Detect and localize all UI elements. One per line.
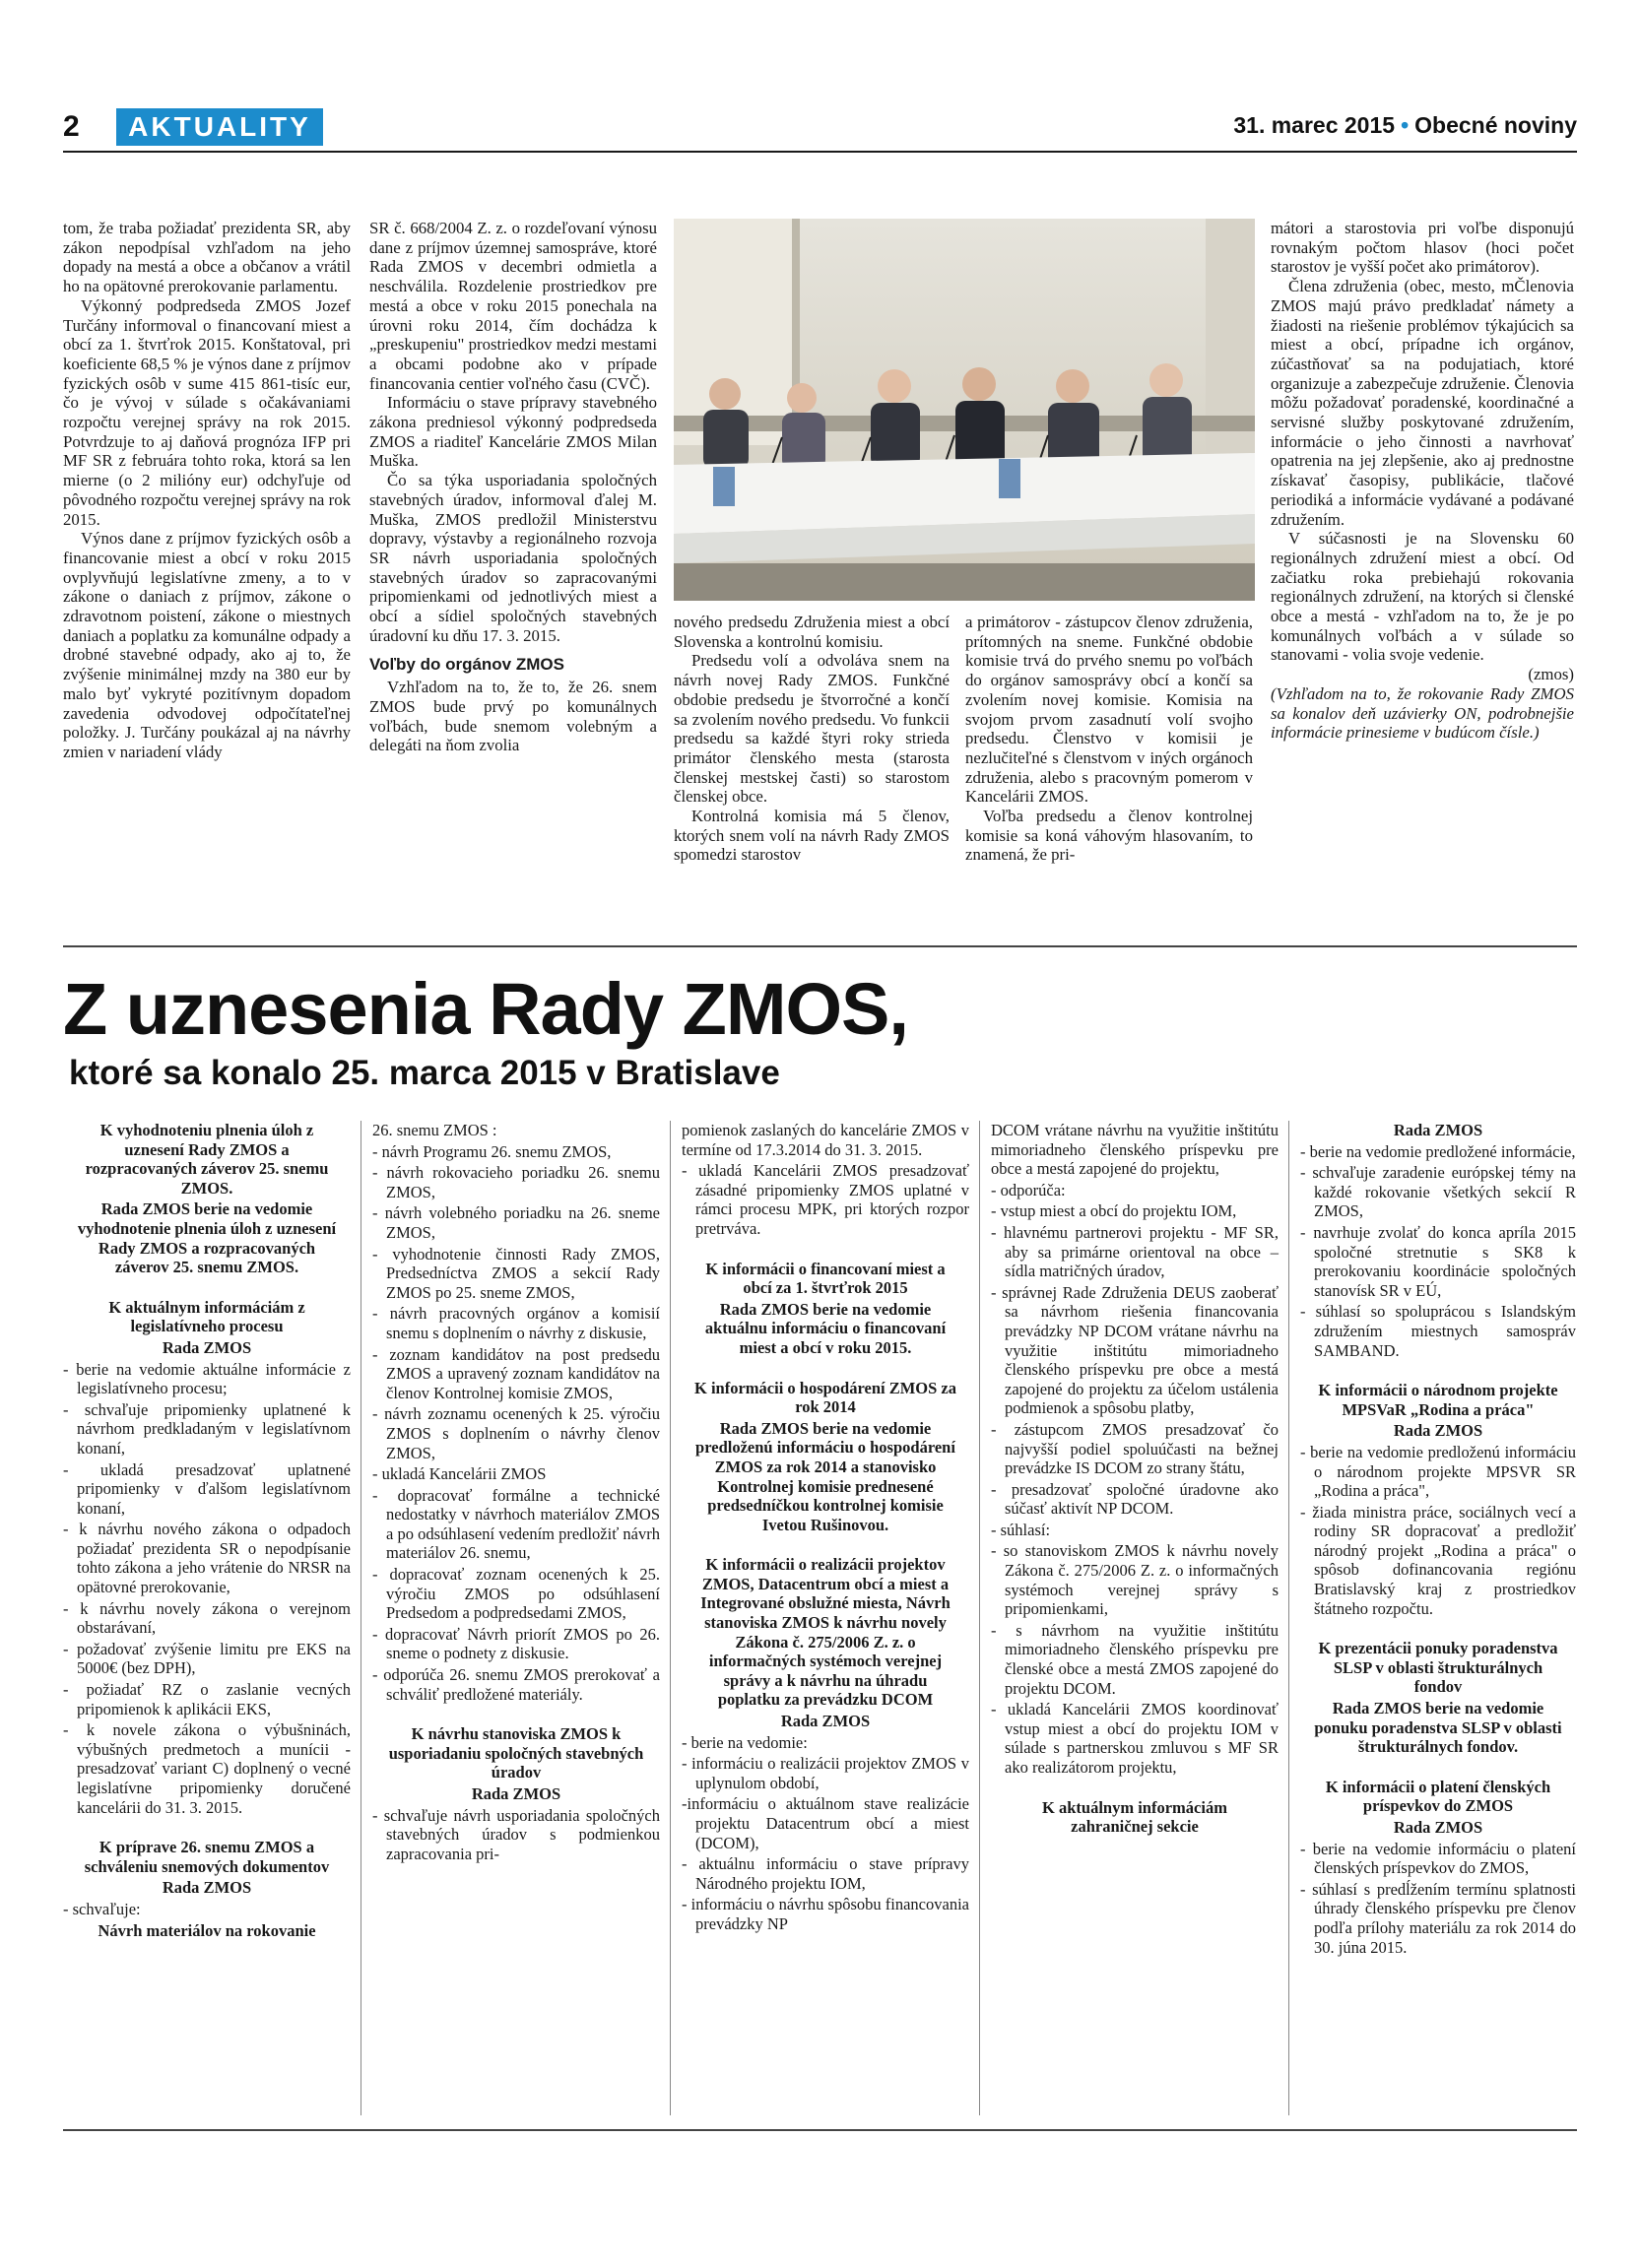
resolution-item: - žiada ministra práce, sociálnych vecí a rodiny SR dopracovať a predložiť národný projekt „Rodina a práca" o spôsob dofinancovania regiónu Bratislavský kraj z prostriedkov štátneho rozpočtu. (1300, 1502, 1576, 1618)
top-column-4 (965, 613, 1253, 865)
resolution-heading: Rada ZMOS (471, 1784, 561, 1803)
resolution-heading: K informácii o realizácii projektov ZMOS, Datacentrum obcí a miest a Integrované obslužné miesta, Návrh stanoviska ZMOS k návrhu novely Zákona č. 275/2006 Z. z. o informačných systémoch verejnej správy a k návrhu na úhradu poplatku za prevádzku DCOM (700, 1555, 951, 1710)
paragraph: mátori a starostovia pri voľbe disponujú rovnakým počtom hlasov (hoci počet starostov je vyšší počet ako primátorov). (1271, 219, 1574, 277)
resolution-item: - aktuálnu informáciu o stave prípravy Národného projektu IOM, (682, 1854, 969, 1893)
resolution-item: - návrh pracovných orgánov a komisií snemu s doplnením o návrhy z diskusie, (372, 1304, 660, 1342)
resolution-item: - súhlasí s predĺžením termínu splatnosti úhrady členského príspevku pre členov podľa prílohy materiálu za rok 2014 do 30. júna 2015. (1300, 1879, 1576, 1957)
paragraph: tom, že traba požiadať prezidenta SR, aby zákon nepodpísal vzhľadom na jeho dopady na mestá a obce a občanov a vrátil ho na opätovné prerokovanie parlamentu. (63, 219, 351, 296)
paragraph: Predsedu volí a odvoláva snem na návrh novej Rady ZMOS. Funkčné obdobie predsedu je štvorročné a končí sa zvolením nového predsedu. Vo funkcii predsedu sa každé štyri roky strieda primátor členského mesta (starosta členskej mestskej časti) so starostom členskej obce. (674, 651, 950, 807)
paragraph: Výkonný podpredseda ZMOS Jozef Turčány informoval o financovaní miest a obcí za 1. štvrťrok 2015. Konštatoval, pri koeficiente 68,5 % je výnos dane z príjmov fyzických osôb v sume 415 861-tisíc eur, čo je vývoj v súlade s očakávaniami rozpočtu verejnej správy na rok 2015. Potvrdzuje to aj daňová prognóza IFP pri MF SR z februára tohto roka, ktorá sa len mierne (o 2 milióny eur) odchyľuje od pôvodného rozpočtu verejnej správy na rok 2015. (63, 295, 351, 529)
paragraph: nového predsedu Združenia miest a obcí Slovenska a kontrolnú komisiu. (674, 613, 950, 651)
column-divider (979, 1121, 980, 2115)
resolution-item: -informáciu o aktuálnom stave realizácie projektu Datacentrum obcí a miest (DCOM), (682, 1794, 969, 1852)
resolution-heading: Návrh materiálov na rokovanie (98, 1920, 316, 1940)
publication-name: Obecné noviny (1414, 112, 1577, 138)
resolution-heading: Rada ZMOS (1393, 1421, 1483, 1441)
resolution-item: - schvaľuje pripomienky uplatnené k návrhom predkladaným v legislatívnom konaní, (63, 1399, 351, 1458)
resolution-item: - k novele zákona o výbušninách, výbušných predmetoch a munícii - presadzovať variant C) doplnený o vecné legislatívne pripomienky doručené kancelárii do 31. 3. 2015. (63, 1720, 351, 1817)
resolution-heading: K príprave 26. snemu ZMOS a schváleniu snemových dokumentov (84, 1838, 330, 1876)
spacer (682, 1536, 969, 1555)
resolution-column-5 (1300, 1121, 1576, 1959)
resolution-item: - informáciu o návrhu spôsobu financovania prevádzky NP (682, 1895, 969, 1933)
resolution-item: - návrh zoznamu ocenených k 25. výročiu ZMOS s doplnením o návrhy členov ZMOS, (372, 1404, 660, 1462)
resolution-heading: Rada ZMOS (162, 1337, 252, 1357)
resolution-item: - berie na vedomie: (682, 1732, 808, 1752)
paragraph: a primátorov - zástupcov členov združenia, prítomných na sneme. Funkčné obdobie komisie trvá do prvého snemu po voľbách do orgánov samosprávy obcí a končí sa zvolením novej komisie. Komisia na svojom prvom zasadnutí volí svojho predsedu. Členstvo v komisii je nezlučiteľné s členstvom v iných orgánoch združenia, alebo s pracovným pomerom v Kancelárii ZMOS. (965, 613, 1253, 807)
resolution-item: - ukladá Kancelárii ZMOS (372, 1464, 547, 1484)
resolution-heading: K informácii o platení členských príspevkov do ZMOS (1325, 1777, 1551, 1816)
resolution-heading: K návrhu stanoviska ZMOS k usporiadaniu spoločných stavebných úradov (388, 1724, 644, 1782)
main-subheadline: ktoré sa konalo 25. marca 2015 v Bratislave (69, 1054, 780, 1092)
spacer (1300, 1620, 1576, 1639)
resolution-item: - dopracovať Návrh priorít ZMOS po 26. sneme o podnety z diskusie. (372, 1624, 660, 1663)
resolution-heading: K aktuálnym informáciám zahraničnej sekcie (1042, 1797, 1227, 1837)
paragraph: Čo sa týka usporiadania spoločných stavebných úradov, informoval ďalej M. Muška, ZMOS predložil Ministerstvu dopravy, výstavby a regionálneho rozvoja SR návrh usporiadania spoločných stavebných úradov so zapracovanými pripomienkami od jednotlivých miest a obcí a sídiel spoločných stavebných úradovní ku dňu 17. 3. 2015. (369, 471, 657, 645)
spacer (63, 1819, 351, 1838)
header-rule (63, 151, 1577, 153)
resolution-item: - odporúča: (991, 1180, 1066, 1199)
resolution-item: - vstup miest a obcí do projektu IOM, (991, 1201, 1237, 1221)
editorial-note: (Vzhľadom na to, že rokovanie Rady ZMOS sa konalov deň uzávierky ON, podrobnejšie informácie prinesieme v budúcom čísle.) (1271, 683, 1574, 743)
resolution-item: - návrh rokovacieho poriadku 26. snemu ZMOS, (372, 1163, 660, 1201)
resolution-item: - návrh volebného poriadku na 26. sneme ZMOS, (372, 1203, 660, 1242)
resolution-item: pomienok zaslaných do kancelárie ZMOS v termíne od 17.3.2014 do 31. 3. 2015. (682, 1121, 969, 1159)
resolution-item: - navrhuje zvolať do konca apríla 2015 spoločné stretnutie s SK8 k prerokovaniu koordinácie spoločných stanovísk SR v EÚ, (1300, 1222, 1576, 1300)
page-number: 2 (63, 110, 80, 143)
resolution-item: - zoznam kandidátov na post predsedu ZMOS a upravený zoznam kandidátov na členov Kontrolnej komisie ZMOS, (372, 1344, 660, 1402)
paragraph: Kontrolná komisia má 5 členov, ktorých snem volí na návrh Rady ZMOS spomedzi starostov (674, 807, 950, 865)
top-column-3 (674, 613, 950, 865)
resolution-heading: K informácii o financovaní miest a obcí za 1. štvrťrok 2015 (705, 1259, 946, 1298)
meeting-photo-illustration (674, 219, 1255, 601)
resolution-item: - ukladá Kancelárii ZMOS presadzovať zásadné pripomienky ZMOS uplatné v rámci procesu MPK, pri ktorých rozpor pretrváva. (682, 1161, 969, 1238)
resolution-item: - ukladá Kancelárii ZMOS koordinovať vstup miest a obcí do projektu IOM v súlade s partnerskou zmluvou s MF SR ako realizátorom projektu, (991, 1700, 1279, 1777)
column-divider (1288, 1121, 1289, 2115)
spacer (682, 1360, 969, 1379)
resolution-item: - dopracovať formálne a technické nedostatky v návrhoch materiálov ZMOS a po odsúhlasení vedením predložiť návrh materiálov 26. snemu, (372, 1485, 660, 1563)
resolution-heading: Rada ZMOS berie na vedomie vyhodnotenie plnenia úloh z uznesení Rady ZMOS a rozpracovaných záverov 25. snemu ZMOS. (77, 1199, 337, 1277)
resolution-item: - so stanoviskom ZMOS k návrhu novely Zákona č. 275/2006 Z. z. o informačných systémoch verejnej správy s pripomienkami, (991, 1541, 1279, 1619)
resolution-column-1 (63, 1121, 351, 1942)
resolution-item: - dopracovať zoznam ocenených k 25. výročiu ZMOS po odsúhlasení Predsedom a podpredsedami ZMOS, (372, 1565, 660, 1623)
spacer (991, 1780, 1279, 1798)
resolution-item: - správnej Rade Združenia DEUS zaoberať sa návrhom riešenia financovania prevádzky NP DCOM vrátane návrhu na využitie inštitútu mimoriadneho členského príspevku pre obce a mestá zapojené do projektu za účelom ustálenia podmienok a spôsobu platby, (991, 1282, 1279, 1418)
resolution-item: 26. snemu ZMOS : (372, 1121, 497, 1139)
meeting-photo (674, 219, 1255, 601)
resolution-item: - berie na vedomie aktuálne informácie z legislatívneho procesu; (63, 1359, 351, 1398)
resolution-heading: K prezentácii ponuky poradenstva SLSP v oblasti štrukturálnych fondov (1318, 1639, 1558, 1697)
paragraph: Výnos dane z príjmov fyzických osôb a financovanie miest a obcí v roku 2015 ovplyvňujú legislatívne zmeny, a to v zákone o daniach z príjmov, zákone o zdravotnom poistení, zákone o miestnych daniach a poplatku za komunálne odpady a drobné stavebné odpady, ako aj to, že zvýšenie minimálnej mzdy na 380 eur by malo byť vykryté pozitívnym dopadom zavedenia odvodovej odpočítateľnej položky. J. Turčány poukázal aj na návrhy zmien v nariadení vlády (63, 529, 351, 761)
resolution-item: - vyhodnotenie činnosti Rady ZMOS, Predsedníctva ZMOS a sekcií Rady ZMOS po 25. sneme ZMOS, (372, 1244, 660, 1302)
resolution-item: - informáciu o realizácii projektov ZMOS v uplynulom období, (682, 1754, 969, 1792)
issue-date: 31. marec 2015 (1233, 112, 1396, 138)
column-divider (670, 1121, 671, 2115)
resolution-item: - súhlasí so spoluprácou s Islandským združením miestnych samospráv SAMBAND. (1300, 1302, 1576, 1360)
resolution-heading: K aktuálnym informáciám z legislatívneho procesu (108, 1297, 305, 1336)
resolution-heading: Rada ZMOS (1393, 1818, 1483, 1837)
resolution-item: - presadzovať spoločné úradovne ako súčasť aktivít NP DCOM. (991, 1479, 1279, 1519)
resolution-item: - k návrhu novely zákona o verejnom obstarávaní, (63, 1598, 351, 1638)
resolution-heading: Rada ZMOS (780, 1712, 871, 1731)
main-headline: Z uznesenia Rady ZMOS, (63, 968, 908, 1050)
page-header (0, 0, 1640, 187)
resolution-column-2 (372, 1121, 660, 1865)
resolution-item: DCOM vrátane návrhu na využitie inštitútu mimoriadneho členského príspevku pre obce a mestá zapojené do projektu, (991, 1121, 1279, 1179)
spacer (1300, 1362, 1576, 1381)
section-badge: AKTUALITY (116, 108, 323, 146)
resolution-item: - berie na vedomie informáciu o platení členských príspevkov do ZMOS, (1300, 1839, 1576, 1878)
resolution-column-3 (682, 1121, 969, 1936)
resolution-item: - požiadať RZ o zaslanie vecných pripomienok k aplikácii EKS, (63, 1680, 351, 1718)
paragraph: Člena združenia (obec, mesto, mČlenovia ZMOS majú právo predkladať námety a žiadosti na riešenie problémov týkajúcich sa miest a obcí, prípadne ich orgánov, zúčastňovať sa na podujatiach, ktoré organizuje a zabezpečuje združenie. Členovia môžu požadovať poradenské, koordinačné a servisné služby poskytované združením, informácie o jeho činnosti a navrhovať opatrenia na jej zlepšenie, ako aj prednostne získavať časopisy, publikácie, tlačové periodiká a informácie vydávané a podávané združením. (1271, 277, 1574, 529)
paragraph: SR č. 668/2004 Z. z. o rozdeľovaní výnosu dane z príjmov územnej samospráve, ktoré Rada ZMOS v decembri odmietla a neschválila. Rozdelenie prostriedkov pre mestá a obce v roku 2015 ponechala na úrovni roku 2014, čím dochádza k „preskupeniu" prostriedkov medzi mestami a obcami podobne ako v prípade financovania centier voľného času (CVČ). (369, 219, 657, 393)
top-column-5 (1271, 219, 1574, 743)
resolution-item: - požadovať zvýšenie limitu pre EKS na 5000€ (bez DPH), (63, 1639, 351, 1678)
resolution-item: - súhlasí: (991, 1520, 1051, 1539)
resolution-item: - schvaľuje: (63, 1899, 141, 1918)
top-column-1 (63, 219, 351, 762)
resolution-item: - návrh Programu 26. snemu ZMOS, (372, 1141, 612, 1161)
resolution-item: - berie na vedomie predložené informácie, (1300, 1141, 1576, 1161)
paragraph: Voľba predsedu a členov kontrolnej komisie sa koná váhovým hlasovaním, to znamená, že pri- (965, 807, 1253, 865)
section-heading-volby: Voľby do orgánov ZMOS (369, 655, 564, 675)
resolution-heading: Rada ZMOS berie na vedomie aktuálnu informáciu o financovaní miest a obcí v roku 2015. (704, 1299, 947, 1357)
resolution-item: - s návrhom na využitie inštitútu mimoriadneho členského príspevku pre členské obce a mestá ZMOS zapojené do projektu DCOM. (991, 1620, 1279, 1698)
separator-dot: • (1401, 112, 1410, 138)
resolution-column-4 (991, 1121, 1279, 1839)
issue-info (1233, 112, 1577, 139)
top-column-2 (369, 219, 657, 755)
section-divider (63, 945, 1577, 947)
spacer (372, 1706, 660, 1724)
resolution-heading: Rada ZMOS (162, 1878, 252, 1898)
resolution-item: - ukladá presadzovať uplatnené pripomienky v ďalšom legislatívnom konaní, (63, 1459, 351, 1518)
spacer (1300, 1759, 1576, 1778)
resolution-heading: Rada ZMOS (1393, 1121, 1483, 1139)
resolution-heading: Rada ZMOS berie na vedomie ponuku poradenstva SLSP v oblasti štrukturálnych fondov. (1314, 1699, 1562, 1757)
spacer (682, 1241, 969, 1260)
paragraph: Informáciu o stave prípravy stavebného zákona predniesol výkonný podpredseda ZMOS a riaditeľ Kancelárie ZMOS Milan Muška. (369, 393, 657, 471)
resolution-heading: K informácii o hospodárení ZMOS za rok 2014 (694, 1378, 956, 1417)
resolution-heading: K vyhodnoteniu plnenia úloh z uznesení Rady ZMOS a rozpracovaných záverov 25. snemu ZMOS. (85, 1121, 329, 1198)
article-signature: (zmos) (1528, 665, 1574, 684)
resolution-item: - zástupcom ZMOS presadzovať čo najvyšší podiel spoluúčasti na bežnej prevádzke IS DCOM zo strany štátu, (991, 1419, 1279, 1478)
paragraph: V súčasnosti je na Slovensku 60 regionálnych združení miest a obcí. Od začiatku roka prebiehajú rokovania regionálnych združení, na ktorých si členské obce a mestá - vzhľadom na to, že je po komunálnych voľbách a v súlade so stanovami - volia svoje vedenie. (1271, 529, 1574, 665)
resolution-item: - berie na vedomie predloženú informáciu o národnom projekte MPSVR SR „Rodina a práca", (1300, 1442, 1576, 1501)
resolution-item: - odporúča 26. snemu ZMOS prerokovať a schváliť predložené materiály. (372, 1665, 660, 1704)
resolution-item: - schvaľuje zaradenie európskej témy na každé rokovanie všetkých sekcií R ZMOS, (1300, 1163, 1576, 1221)
resolution-item: - schvaľuje návrh usporiadania spoločných stavebných úradov s podmienkou zapracovania pri- (372, 1805, 660, 1863)
resolution-heading: K informácii o národnom projekte MPSVaR „Rodina a práca" (1318, 1381, 1558, 1419)
footer-rule (63, 2129, 1577, 2131)
resolution-heading: Rada ZMOS berie na vedomie predloženú informáciu o hospodárení ZMOS za rok 2014 a stanovisko Kontrolnej komisie prednesené predsedníčkou kontrolnej komisie Ivetou Rušinovou. (695, 1418, 955, 1534)
spacer (63, 1279, 351, 1298)
resolution-item: - k návrhu nového zákona o odpadoch požiadať prezidenta SR o nepodpísanie tohto zákona a jeho vrátenie do NRSR na opätovné prerokovanie, (63, 1520, 351, 1597)
resolution-item: - hlavnému partnerovi projektu - MF SR, aby sa primárne orientoval na obce – sídla matričných úradov, (991, 1222, 1279, 1281)
paragraph: Vzhľadom na to, že to, že 26. snem ZMOS bude prvý po komunálnych voľbách, bude snemom volebným a delegáti na ňom zvolia (369, 678, 657, 755)
